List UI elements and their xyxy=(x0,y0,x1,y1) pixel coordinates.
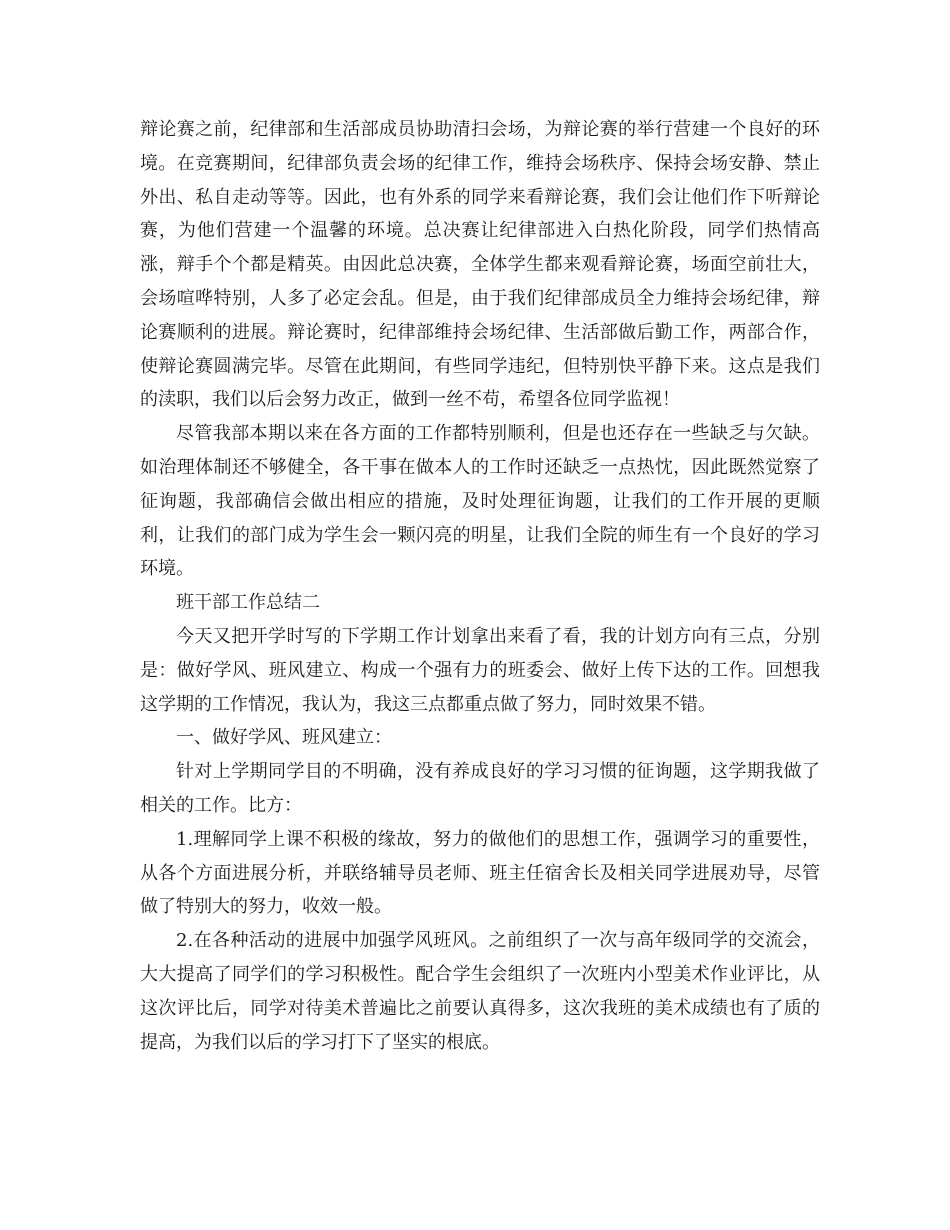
paragraph-plan-review: 今天又把开学时写的下学期工作计划拿出来看了看，我的计划方向有三点，分别是：做好学风、班风建立、构成一个强有力的班委会、做好上传下达的工作。回想我这学期的工作情况，我认为，我这三点都重点做了努力，同时效果不错。 xyxy=(140,625,820,715)
paragraph-debate-discipline: 辩论赛之前，纪律部和生活部成员协助清扫会场，为辩论赛的举行营建一个良好的环境。在竞赛期间，纪律部负责会场的纪律工作，维持会场秩序、保持会场安静、禁止外出、私自走动等等。因此，也有外系的同学来看辩论赛，我们会让他们作下听辩论赛，为他们营建一个温馨的环境。总决赛让纪律部进入白热化阶段，同学们热情高涨，辩手个个都是精英。由因此总决赛，全体学生都来观看辩论赛，场面空前壮大，会场喧哗特别，人多了必定会乱。但是，由于我们纪律部成员全力维持会场纪律，辩论赛顺利的进展。辩论赛时，纪律部维持会场纪律、生活部做后勤工作，两部合作，使辩论赛圆满完毕。尽管在此期间，有些同学违纪，但特别快平静下来。这点是我们的渎职，我们以后会努力改正，做到一丝不苟，希望各位同学监视！ xyxy=(140,119,820,411)
list-item-1: 1.理解同学上课不积极的缘故，努力的做他们的思想工作，强调学习的重要性，从各个方面进展分析，并联络辅导员老师、班主任宿舍长及相关同学进展劝导，尽管做了特别大的努力，收效一般。 xyxy=(140,828,820,918)
section-title-summary-two: 班干部工作总结二 xyxy=(176,592,320,614)
paragraph-problem-intro: 针对上学期同学目的不明确，没有养成良好的学习习惯的征询题，这学期我做了相关的工作。比方： xyxy=(140,761,820,816)
list-item-2: 2.在各种活动的进展中加强学风班风。之前组织了一次与高年级同学的交流会，大大提高了同学们的学习积极性。配合学生会组织了一次班内小型美术作业评比，从这次评比后，同学对待美术普遍比之前要认真得多，这次我班的美术成绩也有了质的提高，为我们以后的学习打下了坚实的根底。 xyxy=(140,930,820,1053)
heading-study-style: 一、做好学风、班风建立： xyxy=(176,727,392,749)
paragraph-shortcomings: 尽管我部本期以来在各方面的工作都特别顺利，但是也还存在一些缺乏与欠缺。如治理体制还不够健全，各干事在做本人的工作时还缺乏一点热忱，因此既然觉察了征询题，我部确信会做出相应的措施，及时处理征询题，让我们的工作开展的更顺利，让我们的部门成为学生会一颗闪亮的明星，让我们全院的师生有一个良好的学习环境。 xyxy=(140,423,820,580)
document-body xyxy=(140,113,820,1059)
